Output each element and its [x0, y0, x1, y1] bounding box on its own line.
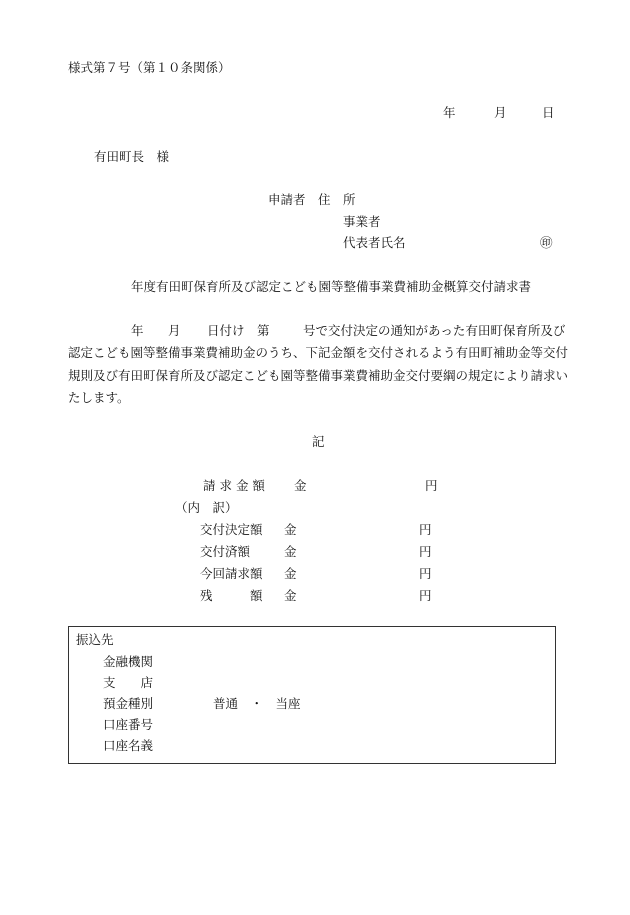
date-month-label: 月: [494, 105, 507, 120]
breakdown-label: （内 訳）: [175, 500, 238, 515]
breakdown-item-yen: 円: [419, 544, 432, 559]
breakdown-item-label: 残 額: [200, 588, 263, 603]
address-label: 住 所: [318, 192, 356, 207]
body-line1-rest: 号で交付決定の通知があった有田町保育所及び: [303, 323, 566, 338]
claim-amount-label: 請 求 金 額: [203, 478, 265, 493]
body-number-prefix: 第: [257, 323, 270, 338]
addressee: 有田町長 様: [94, 149, 170, 164]
business-label: 事業者: [343, 214, 381, 229]
form-number: 様式第７号（第１０条関係）: [68, 60, 231, 75]
date-year-label: 年: [443, 105, 456, 120]
seal-mark: ㊞: [540, 235, 553, 250]
transfer-box: [68, 626, 556, 764]
body-line2: 認定こども園等整備事業費補助金のうち、下記金額を交付されるよう有田町補助金等交付: [68, 345, 569, 360]
deposit-type-label: 預金種別: [103, 696, 154, 711]
body-dated: 日付け: [207, 323, 245, 338]
claim-kin: 金: [294, 478, 307, 493]
breakdown-item-label: 交付済額: [200, 544, 251, 559]
ki-label: 記: [312, 434, 325, 449]
breakdown-item-label: 交付決定額: [200, 522, 263, 537]
account-name-label: 口座名義: [103, 738, 154, 753]
breakdown-item-kin: 金: [284, 544, 297, 559]
breakdown-item-yen: 円: [419, 566, 432, 581]
claim-yen: 円: [425, 478, 438, 493]
account-number-label: 口座番号: [103, 717, 154, 732]
breakdown-item-kin: 金: [284, 566, 297, 581]
bank-label: 金融機関: [103, 654, 154, 669]
date-day-label: 日: [542, 105, 555, 120]
breakdown-item-label: 今回請求額: [200, 566, 263, 581]
deposit-type-options: 普通 ・ 当座: [213, 696, 301, 711]
body-month: 月: [168, 323, 181, 338]
breakdown-item-yen: 円: [419, 588, 432, 603]
branch-label: 支 店: [103, 675, 154, 690]
breakdown-item-yen: 円: [419, 522, 432, 537]
transfer-heading: 振込先: [76, 632, 114, 647]
representative-label: 代表者氏名: [343, 235, 406, 250]
body-line3: 規則及び有田町保育所及び認定こども園等整備事業費補助金交付要綱の規定により請求い: [68, 368, 569, 383]
breakdown-item-kin: 金: [284, 522, 297, 537]
body-line4: たします。: [68, 390, 130, 405]
document-title: 年度有田町保育所及び認定こども園等整備事業費補助金概算交付請求書: [131, 279, 532, 294]
breakdown-item-kin: 金: [284, 588, 297, 603]
body-year: 年: [131, 323, 144, 338]
applicant-label: 申請者: [268, 192, 306, 207]
